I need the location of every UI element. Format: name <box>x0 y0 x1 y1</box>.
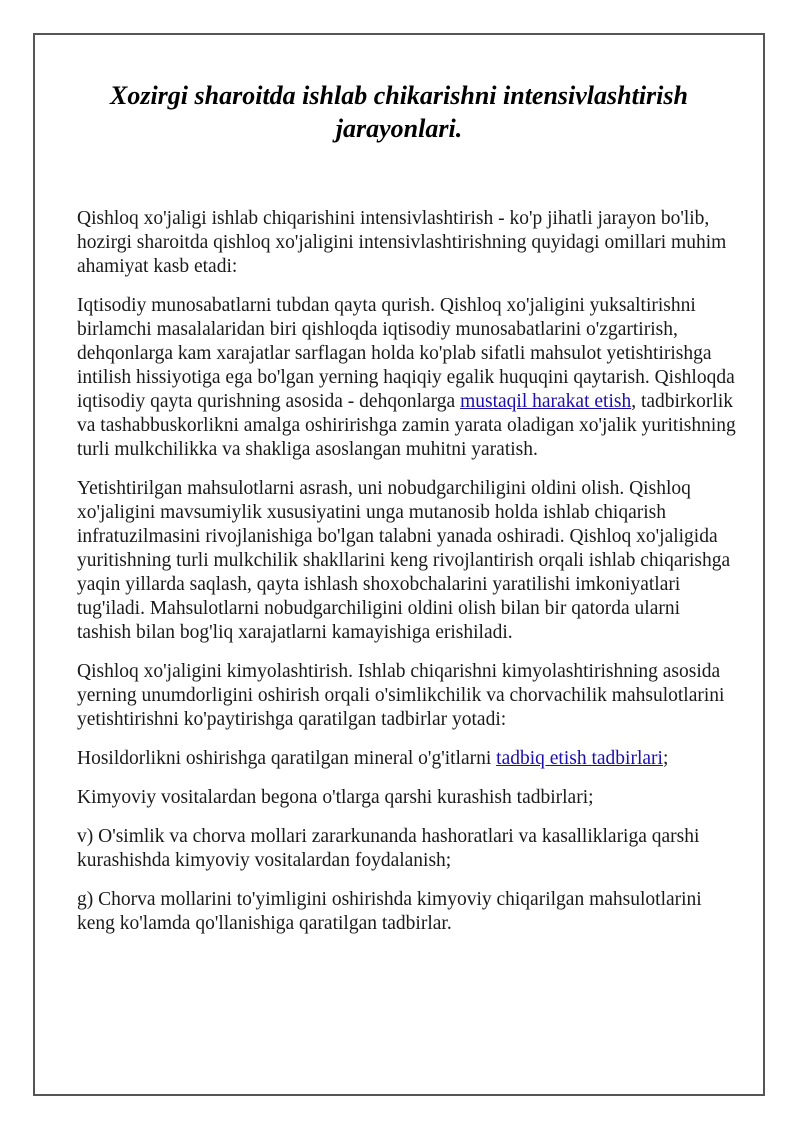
paragraph-text: Hosildorlikni oshirishga qaratilgan mineral o'g'itlarni <box>77 748 497 769</box>
paragraph-intro: Qishloq xo'jaligi ishlab chiqarishini intensivlashtirish - ko'p jihatli jarayon bo'lib, hozirgi sharoitda qishloq xo'jaligini intensivlashtirishning quyidagi omillari muhim ahamiyat kasb etadi: <box>77 208 727 277</box>
document-title <box>35 79 763 145</box>
document-page <box>33 33 765 1096</box>
paragraph-text: Iqtisodiy munosabatlarni tubdan qayta qurish. Qishloq xo'jaligini yuksaltirishni birlamchi masalalaridan biri qishloqda iqtisodiy munosabatlarini o'zgartirish, dehqonlarga kam xarajatlar sarflagan holda ko'plab sifatli mahsulot yetishtirishga intilish hissiyotiga ega bo'lgan yerning haqiqiy egalik huquqini qaytarish. Qishloqda iqtisodiy qayta qurishning asosida - dehqonlarga <box>77 295 735 412</box>
link-mustaqil-harakat-etish[interactable]: mustaqil harakat etish <box>460 391 632 412</box>
paragraph-weeds: Kimyoviy vositalardan begona o'tlarga qarshi kurashish tadbirlari; <box>77 787 594 808</box>
paragraph-economic-reform <box>77 294 737 462</box>
paragraph-fertilizers <box>77 747 737 771</box>
paragraph-pests: v) O'simlik va chorva mollari zararkunanda hashoratlari va kasalliklariga qarshi kurashishda kimyoviy vositalardan foydalanish; <box>77 826 700 871</box>
paragraph-chemicalization: Qishloq xo'jaligini kimyolashtirish. Ishlab chiqarishni kimyolashtirishning asosida yerning unumdorligini oshirish orqali o'simlikchilik va chorvachilik mahsulotlarini yetishtirishni ko'paytirishga qaratilgan tadbirlar yotadi: <box>77 661 725 730</box>
link-tadbiq-etish-tadbirlari[interactable]: tadbiq etish tadbirlari <box>496 748 663 769</box>
paragraph-livestock: g) Chorva mollarini to'yimligini oshirishda kimyoviy chiqarilgan mahsulotlarini keng ko'lamda qo'llanishiga qaratilgan tadbirlar. <box>77 889 702 934</box>
document-title-line-2: jarayonlari. <box>335 114 463 143</box>
paragraph-text: , tadbirkorlik va tashabbuskorlikni amalga oshiririshga zamin yarata oladigan xo'jalik yuritishning turli mulkchilikka va shakliga asoslangan muhitni yaratish. <box>77 391 736 460</box>
document-title-line-1: Xozirgi sharoitda ishlab chikarishni intensivlashtirish <box>110 81 688 110</box>
paragraph-preservation: Yetishtirilgan mahsulotlarni asrash, uni nobudgarchiligini oldini olish. Qishloq xo'jaligini mavsumiylik xususiyatini unga mutanosib holda ishlab chiqarish infratuzilmasini rivojlanishiga bo'lgan talabni yanada oshiradi. Qishloq xo'jaligida yuritishning turli mulkchilik shakllarini keng rivojlantirish orqali ishlab chiqarishga yaqin yillarda saqlash, qayta ishlash shoxobchalarini yaratilishi imkoniyatlari tug'iladi. Mahsulotlarni nobudgarchiligini oldini olish bilan bir qatorda ularni tashish bilan bog'liq xarajatlarni kamayishiga erishiladi. <box>77 478 731 643</box>
document-body <box>77 207 737 951</box>
paragraph-text: ; <box>662 748 669 769</box>
